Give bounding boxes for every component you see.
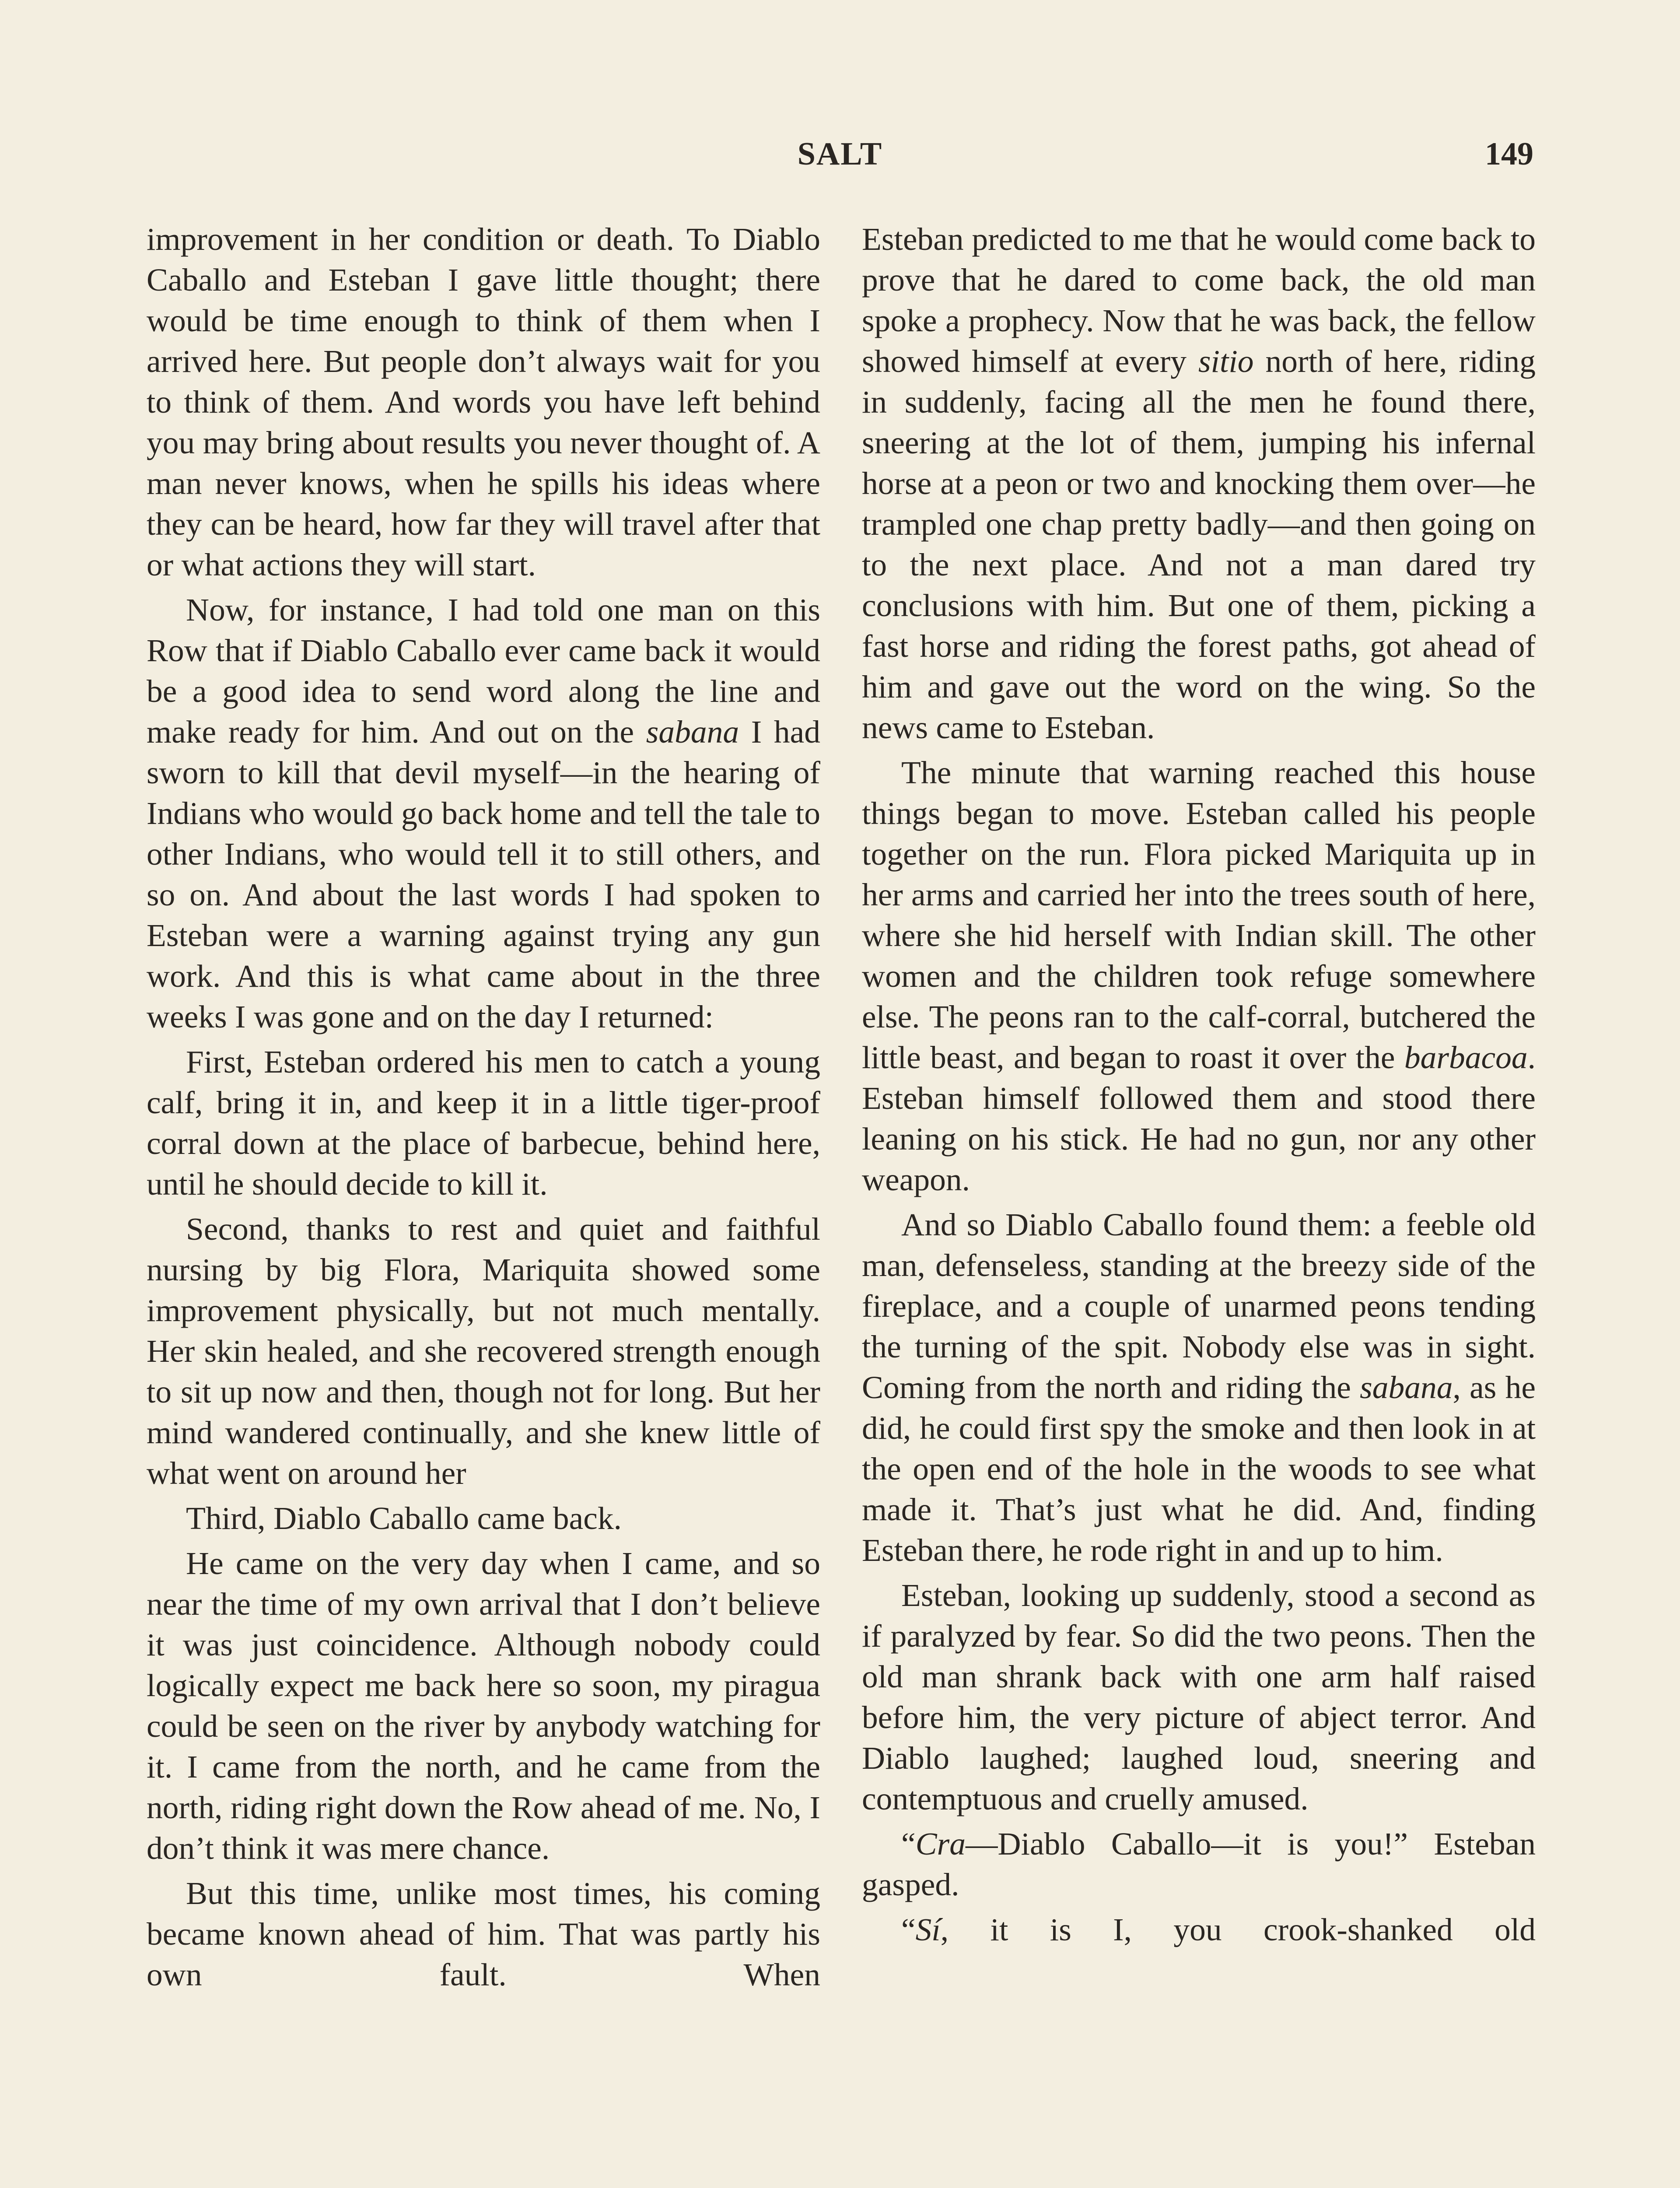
italic-word: sabana: [646, 714, 739, 750]
running-head: [147, 131, 1533, 179]
paragraph: Third, Diablo Caballo came back.: [186, 1501, 622, 1536]
paragraph: Esteban, looking up suddenly, stood a second as if paralyzed by fear. So did the two peons. Then the old man shrank back with one arm half raised before him, the very picture of abject terror. And Diablo laughed; laughed loud, sneering and contemptuous and cruelly amused.: [862, 1578, 1536, 1816]
running-title: SALT: [797, 136, 883, 172]
italic-word: sitio: [1198, 344, 1254, 379]
paragraph: Now, for instance, I had told one man on this Row that if Diablo Caballo ever came back it would be a good idea to send word along the line and make ready for him. And out on the sabana I had sworn to kill that devil myself—in the hearing of Indians who would go back home and tell the tale to other Indians, who would tell it to still others, and so on. And about the last words I had spoken to Esteban were a warning against trying any gun work. And this is what came about in the three weeks I was gone and on the day I returned:: [147, 592, 820, 1034]
paragraph: The minute that warning reached this house things began to move. Esteban called his people together on the run. Flora picked Mariquita up in her arms and carried her into the trees south of here, where she hid herself with Indian skill. The other women and the children took refuge somewhere else. The peons ran to the calf-corral, butchered the little beast, and began to roast it over the barbacoa. Esteban himself followed them and stood there leaning on his stick. He had no gun, nor any other weapon.: [862, 755, 1536, 1197]
paragraph: “Sí, it is I, you crook-shanked old: [901, 1912, 1536, 1947]
paragraph: He came on the very day when I came, and so near the time of my own arrival that I don’t believe it was just coincidence. Although nobody could logically expect me back here so soon, my piragua could be seen on the river by anybody watching for it. I came from the north, and he came from the north, riding right down the Row ahead of me. No, I don’t think it was mere chance.: [147, 1546, 820, 1866]
right-column: [862, 219, 1536, 1954]
paragraph: And so Diablo Caballo found them: a feeble old man, defenseless, standing at the breezy side of the fireplace, and a couple of unarmed peons tending the turning of the spit. Nobody else was in sight. Coming from the north and riding the sabana, as he did, he could first spy the smoke and then look in at the open end of the hole in the woods to see what made it. That’s just what he did. And, finding Esteban there, he rode right in and up to him.: [862, 1207, 1536, 1568]
paragraph: Second, thanks to rest and quiet and faithful nursing by big Flora, Mariquita showed some improvement physically, but not much mentally. Her skin healed, and she recovered strength enough to sit up now and then, though not for long. But her mind wandered continually, and she knew little of what went on around her: [147, 1211, 820, 1491]
italic-word: Sí: [915, 1912, 941, 1947]
paragraph: But this time, unlike most times, his coming became known ahead of him. That was partly his own fault. When: [147, 1876, 820, 1992]
left-column: [147, 219, 820, 1999]
paragraph: Esteban predicted to me that he would come back to prove that he dared to come back, the old man spoke a prophecy. Now that he was back, the fellow showed himself at every sitio north of here, riding in suddenly, facing all the men he found there, sneering at the lot of them, jumping his infernal horse at a peon or two and knocking them over—he trampled one chap pretty badly—and then going on to the next place. And not a man dared try conclusions with him. But one of them, picking a fast horse and riding the forest paths, got ahead of him and gave out the word on the wing. So the news came to Esteban.: [862, 221, 1536, 745]
paragraph: “Cra—Diablo Caballo—it is you!” Esteban gasped.: [862, 1826, 1536, 1902]
italic-word: barbacoa: [1404, 1040, 1528, 1075]
page-number: 149: [1485, 136, 1533, 172]
italic-word: sabana: [1360, 1370, 1453, 1405]
italic-word: Cra: [915, 1826, 966, 1862]
paragraph: First, Esteban ordered his men to catch a young calf, bring it in, and keep it in a little tiger-proof corral down at the place of barbecue, behind here, until he should decide to kill it.: [147, 1044, 820, 1202]
paragraph: improvement in her condition or death. To Diablo Caballo and Esteban I gave little thought; there would be time enough to think of them when I arrived here. But people don’t always wait for you to think of them. And words you have left behind you may bring about results you never thought of. A man never knows, when he spills his ideas where they can be heard, how far they will travel after that or what actions they will start.: [147, 221, 820, 582]
